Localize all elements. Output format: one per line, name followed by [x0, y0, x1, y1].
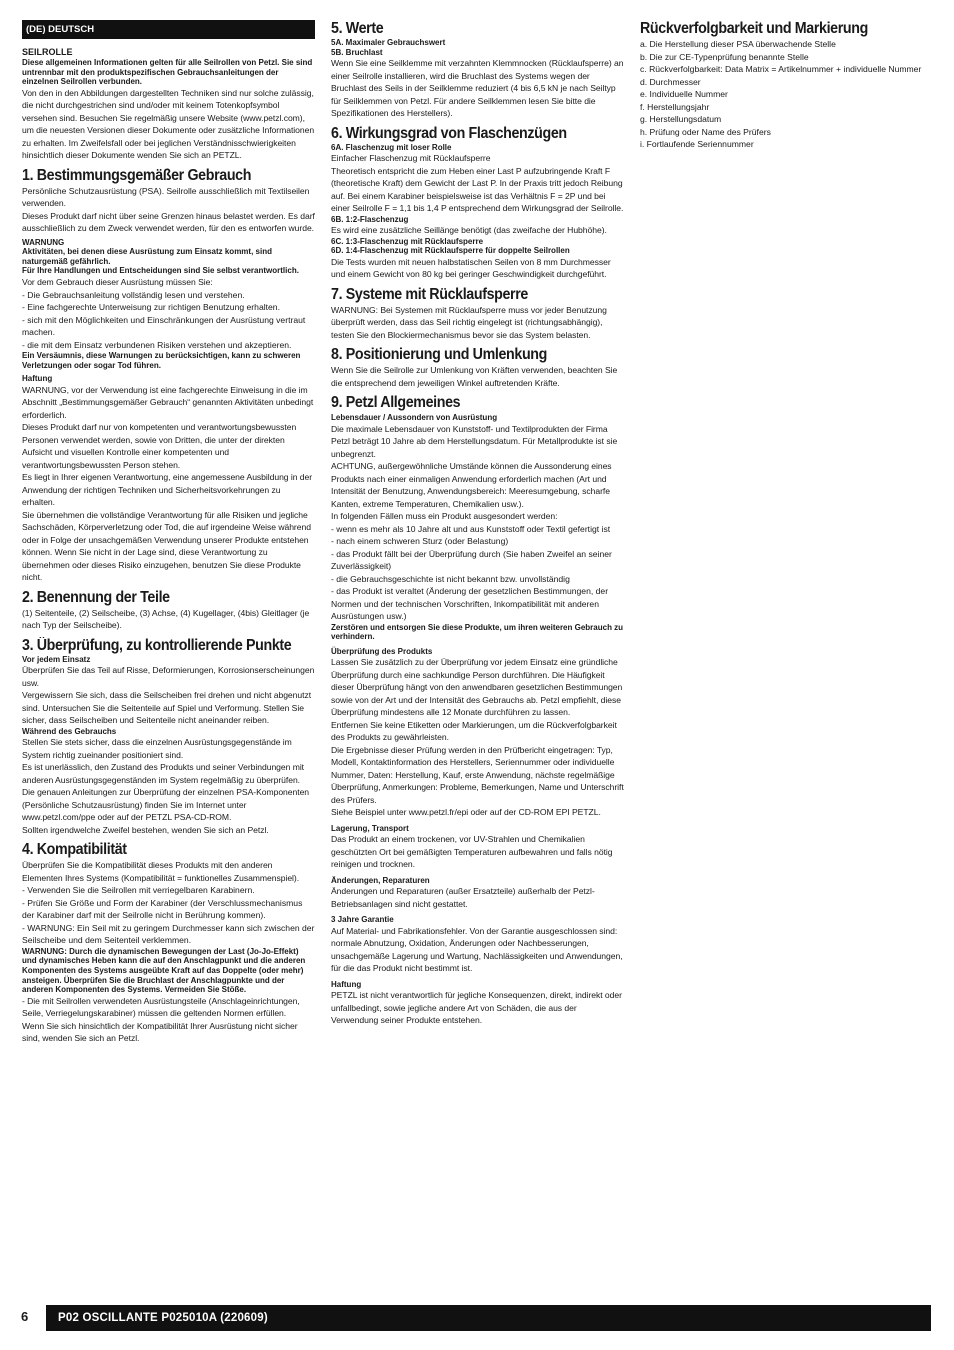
s3-paragraph-6: Sollten irgendwelche Zweifel bestehen, wenden Sie sich an Petzl. [22, 824, 269, 835]
liability-paragraph-2: Dieses Produkt darf nur von kompetenten und verantwortungsbewussten Personen verwendet werden, sowie von Dritten, die unter der direkten Aufsicht und visuellen Kontrolle einer kompetenten und verantwortungsbewussten Person stehen. [22, 422, 297, 470]
list-item: - Eine fachgerechte Unterweisung zur richtigen Benutzung erhalten. [22, 302, 280, 313]
liability-paragraph-1: WARNUNG, vor der Verwendung ist eine fachgerechte Einweisung in die im Abschnitt „Bestimmungsgemäßer Gebrauch“ genannten Aktivitäten unbedingt erforderlich. [22, 384, 314, 420]
s2-paragraph: (1) Seitenteile, (2) Seilscheibe, (3) Achse, (4) Kugellager, (4bis) Gleitlager (je nach Typ der Seilscheibe). [22, 607, 310, 631]
s1-paragraph-2: Dieses Produkt darf nicht über seine Grenzen hinaus belastet werden. Es darf ausschließlich zu dem Zweck verwendet werden, für den es entworfen wurde. [22, 210, 315, 234]
s3-paragraph-1: Überprüfen Sie das Teil auf Risse, Deformierungen, Korrosionserscheinungen usw. [22, 665, 315, 688]
s8-paragraph: Wenn Sie die Seilrolle zur Umlenkung von Kräften verwenden, beachten Sie die entsprechend dem jeweiligen Winkel auftretenden Kräfte. [331, 365, 618, 388]
s4-paragraph-2: - Die mit Seilrollen verwendeten Ausrüstungsteile (Anschlageinrichtungen, Seile, Verriegelungskarabiner) müssen die geltenden Normen erfüllen. [22, 995, 300, 1019]
list-item: - das Produkt fällt bei der Überprüfung durch (Sie haben Zweifel an seiner Zuverlässigkeit) [331, 548, 612, 571]
intro-bold: Diese allgemeinen Informationen gelten für alle Seilrollen von Petzl. Sie sind untrennbar mit den produktspezifischen Gebrauchsanleitungen der einzelnen Seilrollen verbunden. [22, 58, 313, 87]
s9-paragraph-10: Auf Material- und Fabrikationsfehler. Von der Garantie ausgeschlossen sind: normale Abnutzung, Oxidation, Änderungen oder Nachbesserungen, unsachgemäße Lagerung und Wartung, Nachlässigkeiten und Anwendungen, für die das Produkt nicht bestimmt ist. [331, 925, 623, 974]
list-item: - die mit dem Einsatz verbundenen Risiken verstehen und akzeptieren. [22, 339, 292, 350]
column-middle [331, 20, 625, 1027]
s9-retirement-list [331, 523, 625, 623]
s9-paragraph-3: In folgenden Fällen muss ein Produkt ausgesondert werden: [331, 511, 558, 521]
liability-paragraph-3: Es liegt in Ihrer eigenen Verantwortung, eine angemessene Ausbildung in der Anwendung der richtigen Techniken und Sicherheitsvorkehrungen zu erhalten. [22, 472, 313, 508]
s6-paragraph-3: Es wird eine zusätzliche Seillänge benötigt (das zweifache der Hubhöhe). [331, 225, 607, 235]
footer-doc-reference: P02 OSCILLANTE P025010A (220609) [46, 1305, 931, 1331]
warning-bold-1: Aktivitäten, bei denen diese Ausrüstung zum Einsatz kommt, sind naturgemäß gefährlich. [22, 247, 272, 266]
list-item: b. Die zur CE-Typenprüfung benannte Stelle [640, 51, 809, 62]
list-item: - Prüfen Sie Größe und Form der Karabiner (der Verschlussmechanismus der Karabiner darf mit der Seilrolle nicht in Berührung kommen). [22, 897, 303, 921]
s7-paragraph: WARNUNG: Bei Systemen mit Rücklaufsperre muss vor jeder Benutzung überprüft werden, dass das Seil richtig eingelegt ist (richtungsabhängig), testen Sie den Blockiermechanismus bevor sie das System belasten. [331, 304, 607, 340]
s3-paragraph-3: Stellen Sie stets sicher, dass die einzelnen Ausrüstungsgegenstände im System richtig zueinander positioniert sind. [22, 737, 292, 760]
list-item: g. Herstellungsdatum [640, 114, 722, 124]
list-item: - nach einem schweren Sturz (oder Belastung) [331, 536, 509, 546]
list-item: - WARNUNG: Ein Seil mit zu geringem Durchmesser kann sich zwischen der Seilscheibe und dem Seitenteil verklemmen. [22, 922, 315, 946]
traceability-list [640, 38, 932, 151]
s9-paragraph-2: ACHTUNG, außergewöhnliche Umstände können die Aussonderung eines Produkts nach einer einmaligen Anwendung erforderlich machen (Art und Intensität der Benutzung, Anwendungsbereich: Meeresumgebung, scharfe Kanten, extreme Temperaturen, Chemikalien usw.). [331, 461, 612, 509]
section-7-title: 7. Systeme mit Rücklaufsperre [331, 285, 528, 303]
liability-paragraph-4: Sie übernehmen die vollständige Verantwortung für alle Risiken und jegliche Sachschäden, Körperverletzung oder Tod, die auf irgendeine Weise während oder in Folge der unsachgemäßen Verwendung unserer Produkte entstehen können. Wenn Sie nicht in der Lage sind, diese Verantwortung zu übernehmen oder dieses Risiko einzugehen, benutzen Sie diese Produkte nicht. [22, 509, 311, 583]
list-item: a. Die Herstellung dieser PSA überwachende Stelle [640, 39, 836, 49]
s9-paragraph-7: Siehe Beispiel unter www.petzl.fr/epi oder auf der CD-ROM EPI PETZL. [331, 807, 601, 818]
page-number: 6 [21, 1309, 29, 1324]
language-header: (DE) DEUTSCH [22, 20, 315, 39]
column-left [22, 20, 315, 1045]
list-item: e. Individuelle Nummer [640, 89, 728, 99]
warning-list [22, 289, 315, 352]
list-item: - die Gebrauchsgeschichte ist nicht bekannt bzw. unvollständig [331, 573, 570, 584]
s9-heading-lifetime: Lebensdauer / Aussondern von Ausrüstung [331, 413, 498, 422]
s6-paragraph-4: Die Tests wurden mit neuen halbstatischen Seilen von 8 mm Durchmesser und einem Gewicht von 80 kg bei geringer Geschwindigkeit durchgeführt. [331, 256, 611, 279]
traceability-title: Rückverfolgbarkeit und Markierung [640, 20, 868, 37]
s9-paragraph-6: Die Ergebnisse dieser Prüfung werden in den Prüfbericht eingetragen: Typ, Modell, Kontaktinformation des Herstellers, Seriennummer oder individuelle Nummer, Daten: Herstellung, Kauf, erste Anwendung, nächste regelmäßige Überprüfung, Anmerkungen: Probleme, Bemerkungen, Name und Unterschrift des Prüfers. [331, 744, 624, 805]
list-item: d. Durchmesser [640, 76, 701, 87]
s3-paragraph-5: Die genauen Anleitungen zur Überprüfung der einzelnen PSA-Komponenten (Persönliche Schutzausrüstung) finden Sie im Internet unter www.petzl.com/ppe oder auf der PETZL PSA-CD-ROM. [22, 787, 310, 823]
s4-warning-bold: WARNUNG: Durch die dynamischen Bewegungen der Last (Jo-Jo-Effekt) und dynamisches Heben kann die auf den Anschlagpunkt und die anderen Komponenten des Systems ausgeübte Kraft auf das Doppelte (oder mehr) ansteigen. Überprüfen Sie die Bruchlast der Anschlagpunkte und der anderen Komponenten des Systems. Vermeiden Sie Stöße. [22, 946, 306, 995]
s9-paragraph-8: Das Produkt an einem trockenen, vor UV-Strahlen und Chemikalien geschützten Ort bei gemäßigten Temperaturen aufbewahren und falls nötig reinigen und trocknen. [331, 834, 613, 870]
s9-paragraph-4: Lassen Sie zusätzlich zu der Überprüfung vor jedem Einsatz eine gründliche Überprüfung durch eine sachkundige Person durchführen. Die Häufigkeit dieser Überprüfung hängt von den anwendbaren gesetzlichen Bestimmungen sowie von der Art und der Intensität des Gebrauchs ab. Petzl empfiehlt, diese Überprüfung mindestens alle 12 Monate durchführen zu lassen. [331, 657, 623, 718]
list-item: - Die Gebrauchsanleitung vollständig lesen und verstehen. [22, 289, 245, 300]
section-8-title: 8. Positionierung und Umlenkung [331, 346, 547, 363]
section-1-title: 1. Bestimmungsgemäßer Gebrauch [22, 166, 252, 184]
s9-heading-modifications: Änderungen, Reparaturen [331, 875, 430, 885]
list-item: - das Produkt ist veraltet (Änderung der gesetzlichen Bestimmungen, der Normen und der technischen Vorschriften, Inkompatibilität mit anderen Ausrüstungen usw.) [331, 586, 609, 621]
list-item: i. Fortlaufende Seriennummer [640, 139, 754, 149]
section-3-title: 3. Überprüfung, zu kontrollierende Punkte [22, 636, 292, 654]
section-4-title: 4. Kompatibilität [22, 841, 127, 859]
list-item: - Verwenden Sie die Seilrollen mit verriegelbaren Karabinern. [22, 885, 255, 896]
section-2-title: 2. Benennung der Teile [22, 588, 170, 606]
s6-paragraph-1: Einfacher Flaschenzug mit Rücklaufsperre [331, 153, 491, 163]
s1-paragraph-1: Persönliche Schutzausrüstung (PSA). Seilrolle ausschließlich mit Textilseilen verwenden. [22, 185, 310, 209]
s4-paragraph-3: Wenn Sie sich hinsichtlich der Kompatibilität Ihrer Ausrüstung nicht sicher sind, wenden Sie sich an Petzl. [22, 1020, 298, 1044]
s9-paragraph-9: Änderungen und Reparaturen (außer Ersatzteile) außerhalb der Petzl-Betriebsanlagen sind nicht gestattet. [331, 886, 595, 909]
s3-paragraph-4: Es ist unerlässlich, den Zustand des Produkts und seiner Verbindungen mit anderen Ausrüstungsgegenständen im System regelmäßig zu überprüfen. [22, 762, 305, 785]
liability-heading: Haftung [22, 374, 53, 384]
list-item: - wenn es mehr als 10 Jahre alt und aus Kunststoff oder Textil gefertigt ist [331, 523, 611, 534]
section-6-title: 6. Wirkungsgrad von Flaschenzügen [331, 124, 567, 142]
s5-paragraph: Wenn Sie eine Seilklemme mit verzahnten Klemmnocken (Rücklaufsperre) an einer Seilrolle installieren, wird die Bruchlast des Systems wegen der Bruchlast des Seils in der Seilklemme reduziert (4 bis 6,5 kN je nach Seiltyp für Seilklemmen von Petzl. Für andere Seilklemmen lesen Sie bitte die Spezifikationen des Herstellers). [331, 58, 624, 118]
s5-heading-a: 5A. Maximaler Gebrauchswert [331, 38, 446, 47]
s9-paragraph-1: Die maximale Lebensdauer von Kunststoff- und Textilprodukten der Firma Petzl beträgt 10 Jahre ab dem Herstellungsdatum. Für Metallprodukte ist sie unbegrenzt. [331, 423, 618, 459]
s9-heading-inspection: Überprüfung des Produkts [331, 646, 433, 656]
s6-paragraph-2: Theoretisch entspricht die zum Heben einer Last P aufzubringende Kraft F (theoretische Kraft) dem Gewicht der Last P. In der Praxis tritt jedoch Reibung auf. Bei einem Karabiner beispielsweise ist das Verhältnis F = 2P und bei einer Seilrolle F = 1,1 bis 1,4 P entsprechend dem Wirkungsgrad der Seilrolle. [331, 165, 624, 213]
section-5-title: 5. Werte [331, 20, 384, 37]
s3-paragraph-2: Vergewissern Sie sich, dass die Seilscheiben frei drehen und nicht abgenutzt sind. Untersuchen Sie die Seitenteile auf Spiel und Verformung. Stellen Sie sicher, dass Seilscheiben und Seitenteile nicht aneinander reiben. [22, 690, 312, 726]
section-9-title: 9. Petzl Allgemeines [331, 394, 461, 411]
s6-heading-b: 6B. 1:2-Flaschenzug [331, 214, 409, 224]
s9-paragraph-11: PETZL ist nicht verantwortlich für jegliche Konsequenzen, direkt, indirekt oder unfallbedingt, sowie jegliche andere Art von Schäden, die aus der Verwendung seiner Produkte entstehen. [331, 990, 622, 1026]
s4-paragraph-1: Überprüfen Sie die Kompatibilität dieses Produkts mit den anderen Elementen Ihres Systems (Kompatibilität = funktionelles Zusammenspiel). [22, 860, 300, 883]
section-seilrolle-heading: SEILROLLE [22, 47, 73, 57]
list-item: - sich mit den Möglichkeiten und Einschränkungen der Ausrüstung vertraut machen. [22, 314, 306, 338]
s3-heading-during-use: Während des Gebrauchs [22, 726, 117, 736]
s9-heading-warranty: 3 Jahre Garantie [331, 915, 394, 925]
warning-bold-2: Für Ihre Handlungen und Entscheidungen sind Sie selbst verantwortlich. [22, 266, 299, 276]
s9-paragraph-5: Entfernen Sie keine Etiketten oder Markierungen, um die Rückverfolgbarkeit des Produkts zu gewährleisten. [331, 719, 617, 743]
s9-destroy-bold: Zerstören und entsorgen Sie diese Produkte, um ihren weiteren Gebrauch zu verhindern. [331, 622, 624, 642]
s4-list [22, 884, 315, 947]
s3-heading-before-use: Vor jedem Einsatz [22, 654, 91, 664]
warning-text: Vor dem Gebrauch dieser Ausrüstung müssen Sie: [22, 277, 213, 288]
s6-heading-c: 6C. 1:3-Flaschenzug mit Rücklaufsperre [331, 236, 484, 246]
intro-text: Von den in den Abbildungen dargestellten Techniken sind nur solche zulässig, die nicht durchgestrichen sind und/oder mit keinem Totenkopfsymbol versehen sind. Besuchen Sie regelmäßig unsere Website (www.petzl.com), um die neuesten Versionen dieser Dokumente oder zusätzliche Informationen zu erhalten. Im Zweifelsfall oder bei jeglichen Verständnisschwierigkeiten hinsichtlich dieser Dokumente wenden Sie sich an PETZL. [22, 87, 315, 161]
column-right [640, 20, 932, 151]
list-item: f. Herstellungsjahr [640, 101, 710, 112]
list-item: c. Rückverfolgbarkeit: Data Matrix = Artikelnummer + individuelle Nummer [640, 64, 922, 74]
list-item: h. Prüfung oder Name des Prüfers [640, 126, 771, 137]
warning-bold-3: Ein Versäumnis, diese Warnungen zu berücksichtigen, kann zu schweren Verletzungen oder sogar Tod führen. [22, 351, 301, 370]
s6-heading-d: 6D. 1:4-Flaschenzug mit Rücklaufsperre für doppelte Seilrollen [331, 246, 570, 255]
warning-heading: WARNUNG [22, 237, 65, 247]
s9-heading-liability: Haftung [331, 979, 362, 989]
s6-heading-a: 6A. Flaschenzug mit loser Rolle [331, 142, 452, 152]
s9-heading-storage: Lagerung, Transport [331, 823, 409, 833]
s5-heading-b: 5B. Bruchlast [331, 47, 383, 57]
